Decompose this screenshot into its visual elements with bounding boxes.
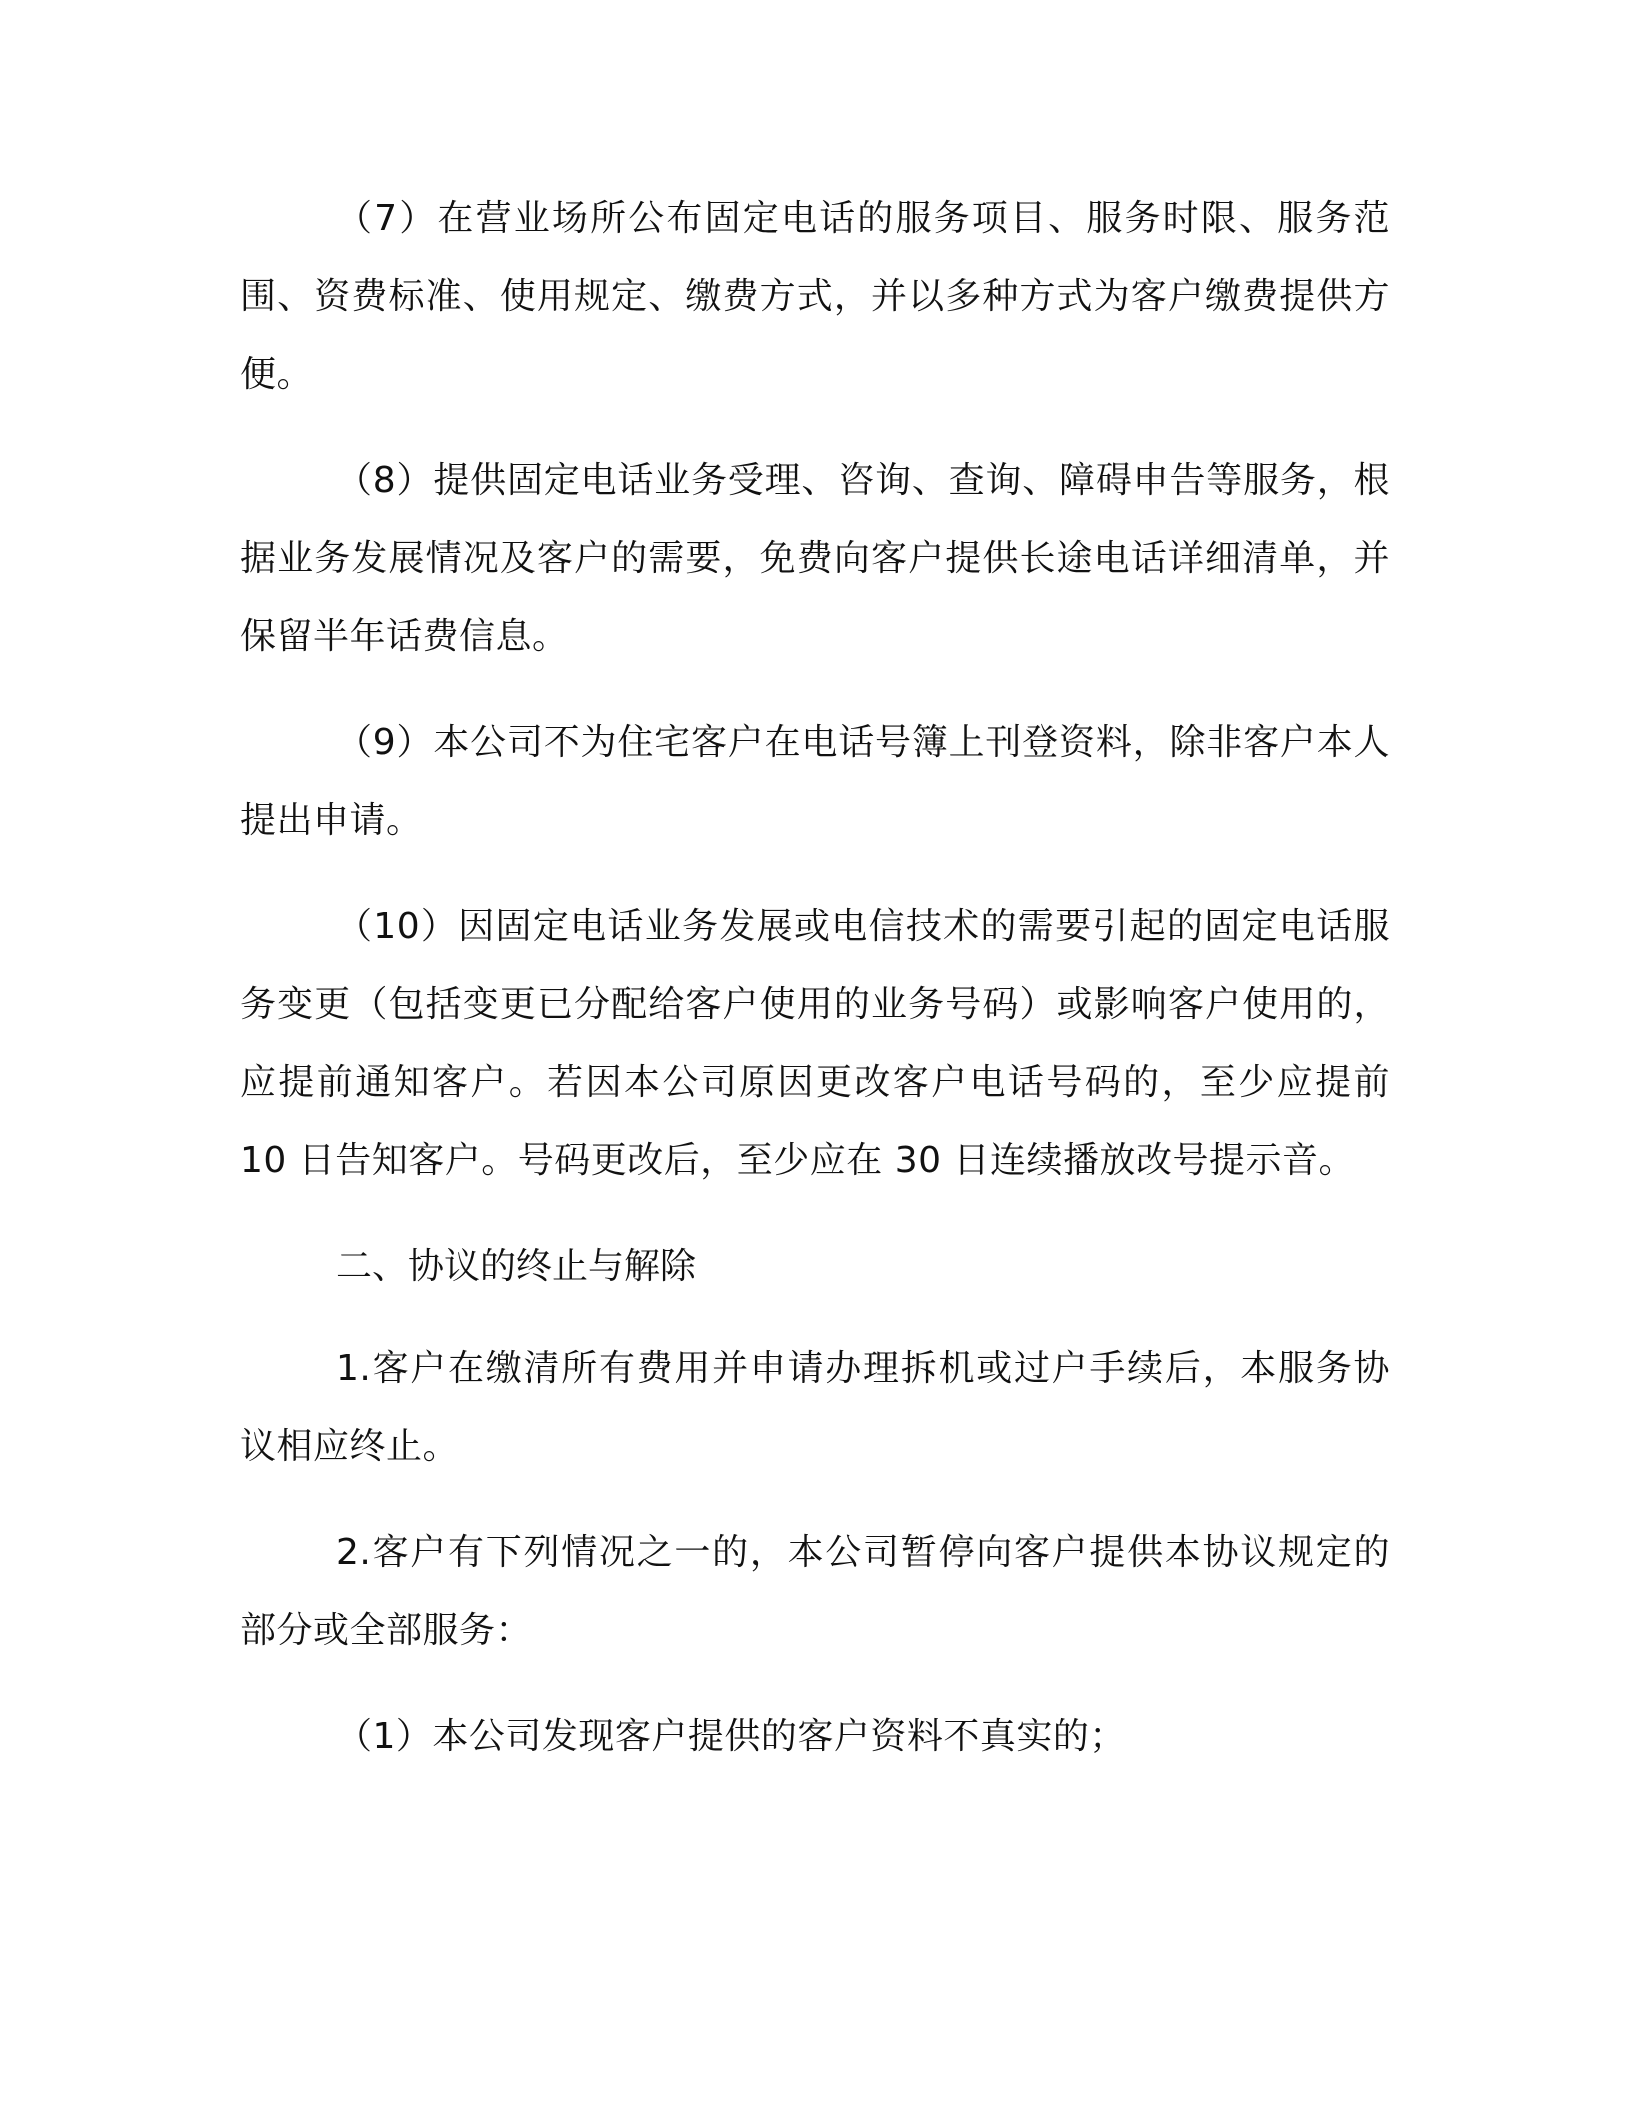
clause-10-paragraph: （10）因固定电话业务发展或电信技术的需要引起的固定电话服务变更（包括变更已分配给客户使用的业务号码）或影响客户使用的，应提前通知客户。若因本公司原因更改客户电话号码的，至少应提前 10 日告知客户。号码更改后，至少应在 30 日连续播放改号提示音。 (240, 906, 1390, 1181)
clause-8-paragraph: （8）提供固定电话业务受理、咨询、查询、障碍申告等服务，根据业务发展情况及客户的需要，免费向客户提供长途电话详细清单，并保留半年话费信息。 (240, 460, 1390, 657)
clause-7-paragraph: （7）在营业场所公布固定电话的服务项目、服务时限、服务范围、资费标准、使用规定、缴费方式，并以多种方式为客户缴费提供方便。 (240, 198, 1390, 395)
termination-item-2: 2.客户有下列情况之一的，本公司暂停向客户提供本协议规定的部分或全部服务： (240, 1532, 1390, 1651)
document-page (240, 180, 1390, 1804)
clause-9-paragraph: （9）本公司不为住宅客户在电话号簿上刊登资料，除非客户本人提出申请。 (240, 722, 1390, 841)
section-heading-termination: 二、协议的终止与解除 (336, 1246, 697, 1287)
termination-item-1: 1.客户在缴清所有费用并申请办理拆机或过户手续后，本服务协议相应终止。 (240, 1348, 1390, 1467)
suspension-subitem-1: （1）本公司发现客户提供的客户资料不真实的； (336, 1716, 1126, 1757)
